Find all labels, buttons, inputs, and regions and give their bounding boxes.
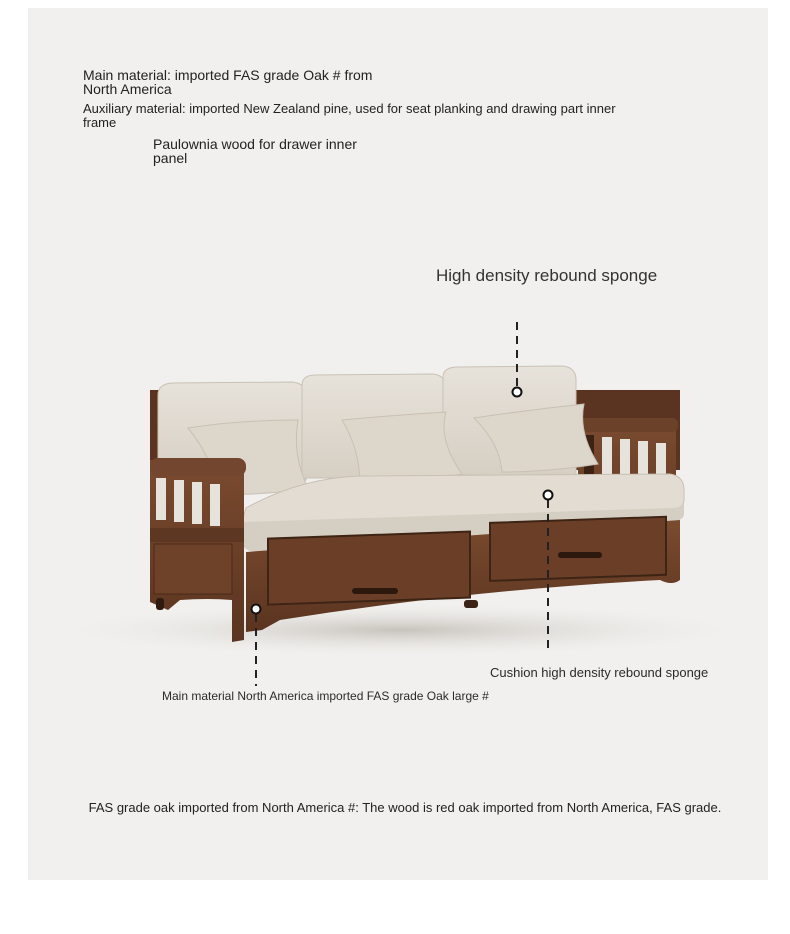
callout-oak-dot (252, 605, 261, 614)
footnote: FAS grade oak imported from North America #: The wood is red oak imported from North America, FAS grade. (88, 800, 722, 815)
pillow-middle (342, 412, 462, 484)
main-material-label: Main material: imported FAS grade Oak # from North America (83, 67, 373, 97)
callout-cushion-dot (544, 491, 553, 500)
back-sponge-label: High density rebound sponge (436, 266, 658, 285)
drawer-right-handle (558, 552, 602, 558)
callout-back-sponge-dot (513, 388, 522, 397)
cushion-sponge-label: Cushion high density rebound sponge (490, 665, 709, 680)
oak-large-label: Main material North America imported FAS grade Oak large # (162, 689, 489, 703)
paulownia-label: Paulownia wood for drawer inner panel (153, 136, 357, 166)
drawer-left-handle (352, 588, 398, 594)
drawer-right (490, 517, 666, 581)
auxiliary-material-label: Auxiliary material: imported New Zealand pine, used for seat planking and drawing part inner frame (83, 101, 616, 130)
base-foot-wheel (464, 600, 478, 608)
floor-shadow (60, 604, 740, 656)
